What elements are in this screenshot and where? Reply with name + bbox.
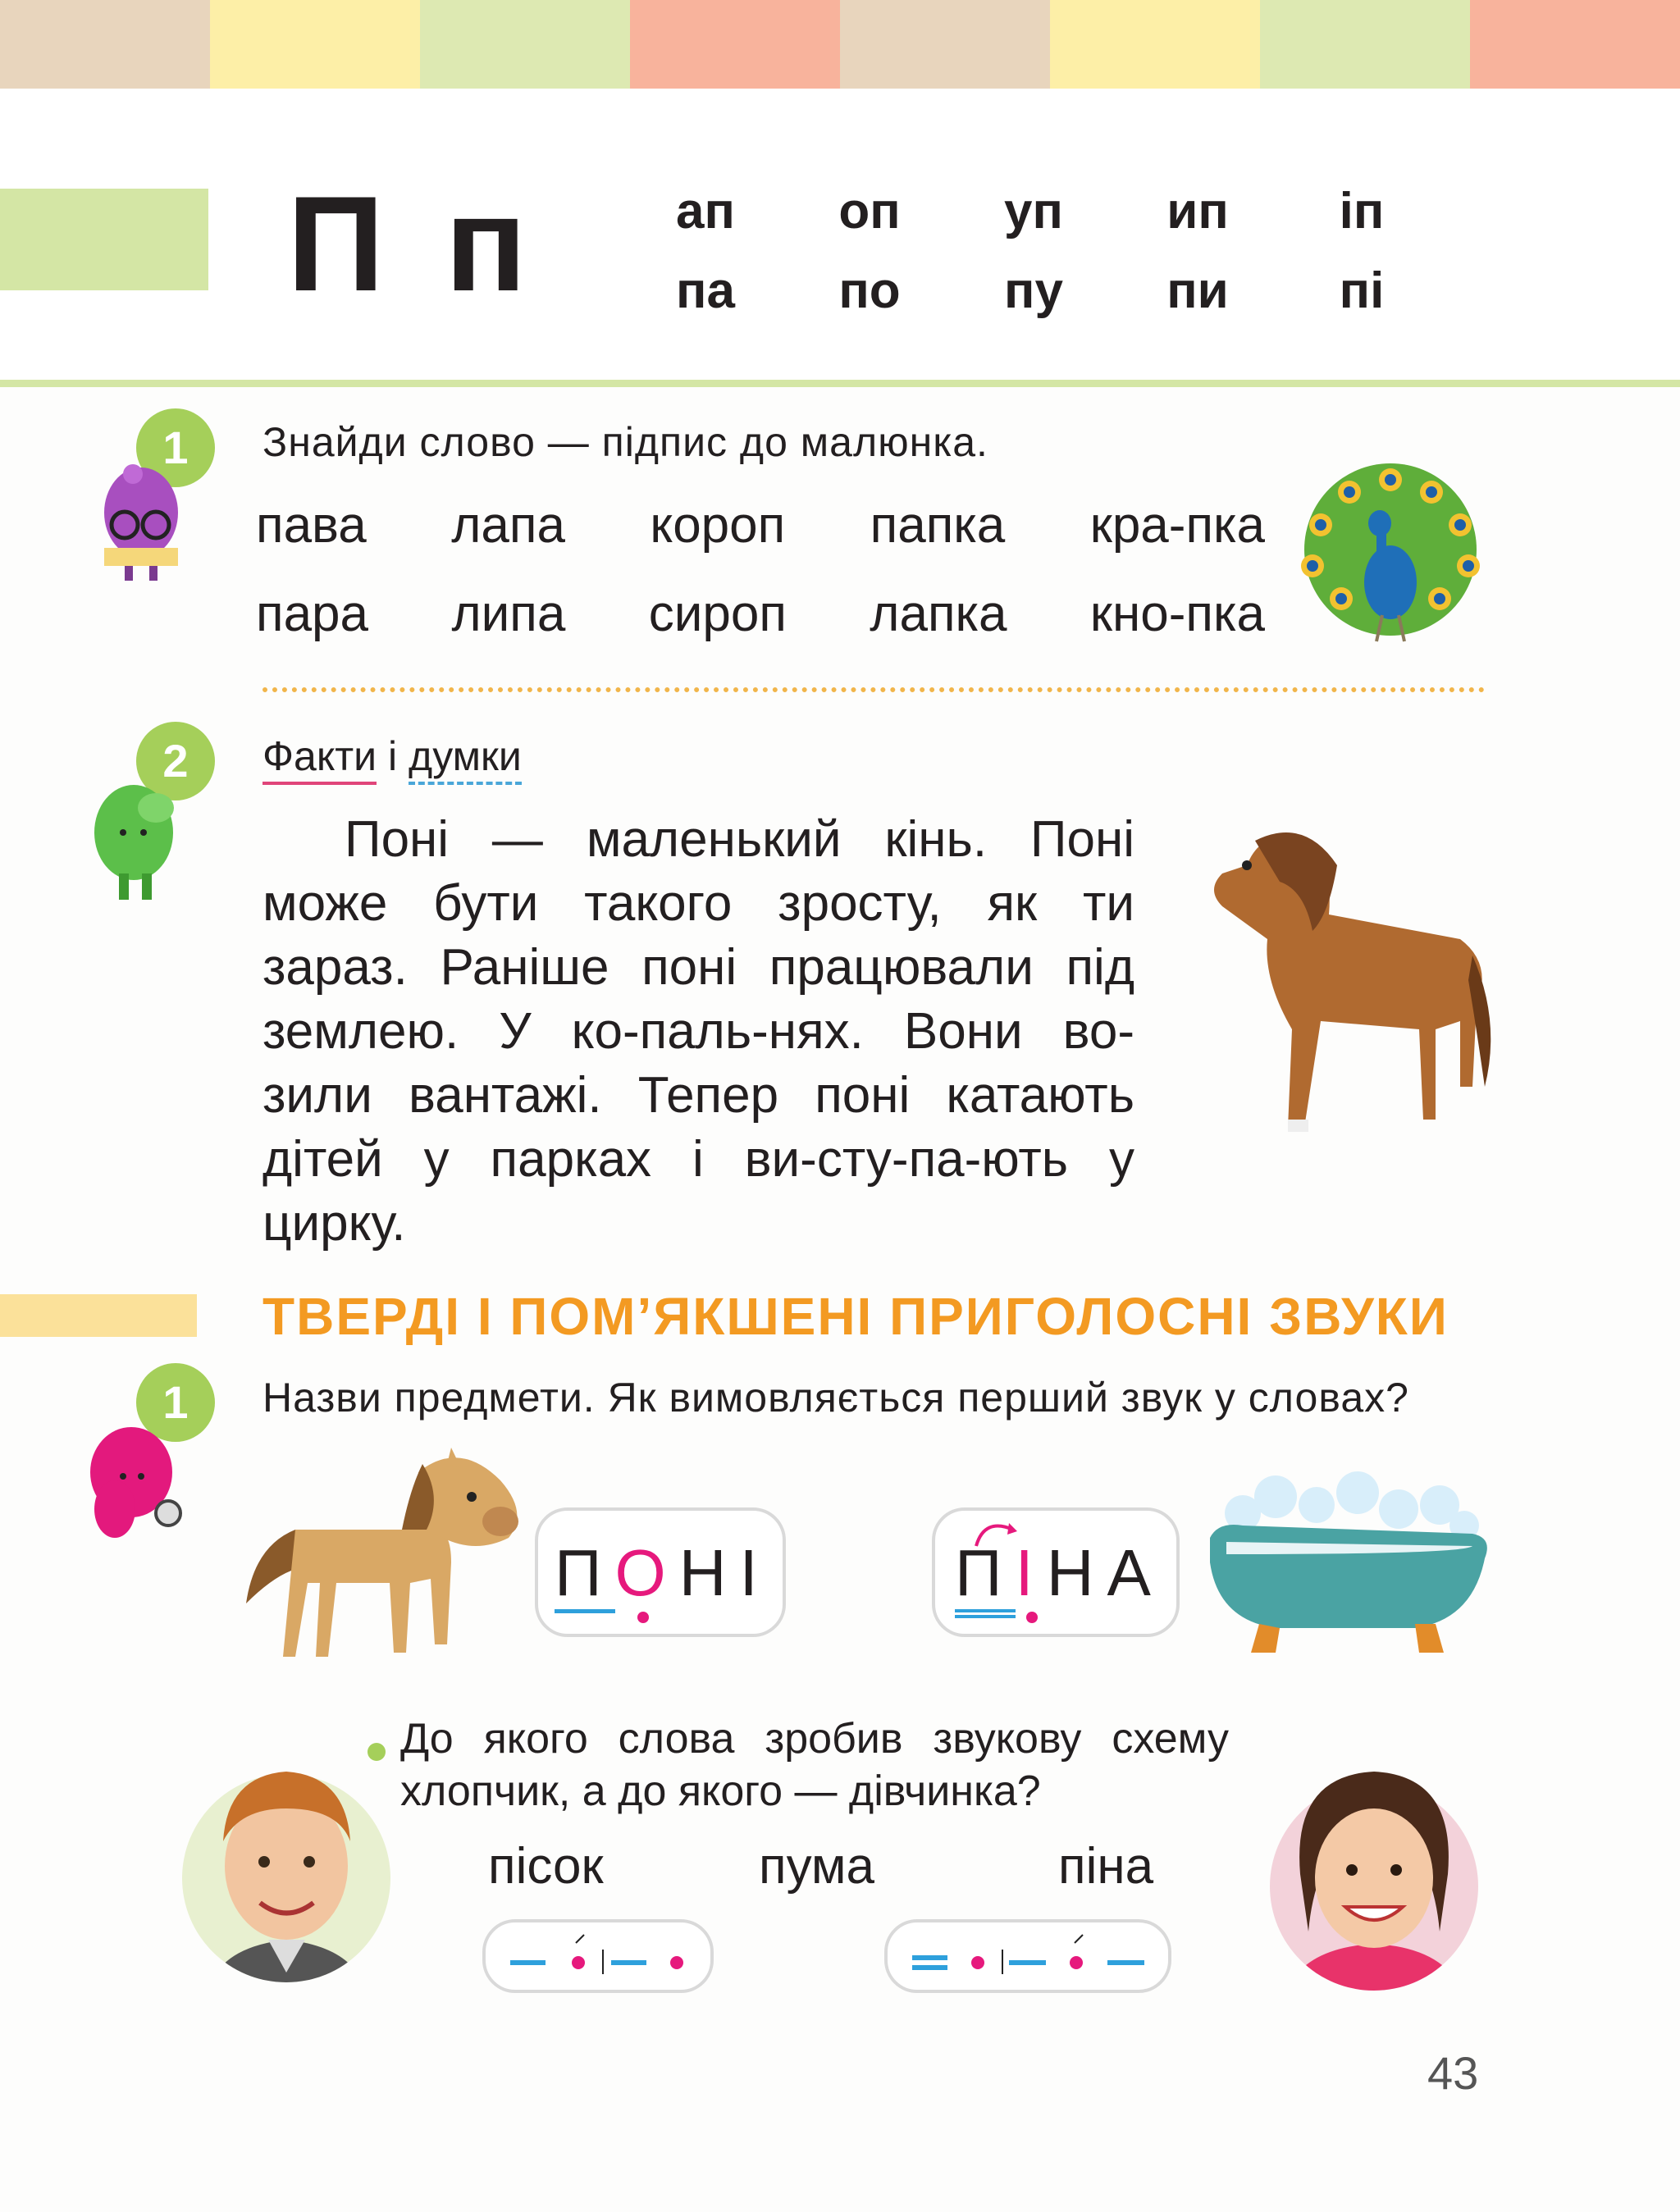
syllable-row [623, 182, 1444, 262]
letter-title: П п [287, 168, 539, 319]
stripe-segment [1260, 0, 1470, 89]
stripe-segment [840, 0, 1050, 89]
bathtub-foam-image [1202, 1464, 1497, 1665]
thoughts-label: думки [409, 733, 522, 785]
syllable: по [838, 262, 901, 319]
syllable-row [623, 262, 1444, 341]
syllable: іп [1339, 183, 1385, 239]
word: сироп [648, 586, 787, 642]
facts-and-thoughts-title [262, 732, 522, 780]
syllable: пи [1166, 262, 1229, 319]
word: короп [650, 497, 786, 554]
letter-soft-consonant: П [955, 1536, 1016, 1618]
stripe-segment [210, 0, 420, 89]
letter-vowel: О [614, 1536, 679, 1609]
page-number: 43 [1427, 2047, 1479, 2099]
word: лапка [870, 586, 1007, 642]
vowel-dot-icon [1024, 1609, 1040, 1626]
peacock-image [1288, 459, 1493, 644]
section-heading: ТВЕРДІ І ПОМ’ЯКШЕНІ ПРИГОЛОСНІ ЗВУКИ [262, 1287, 1449, 1346]
section-orange-bar [0, 1294, 197, 1337]
syllable-grid [623, 182, 1444, 341]
word-row [256, 496, 1265, 585]
stripe-segment [1470, 0, 1680, 89]
letter-hard-consonant: П [555, 1536, 615, 1613]
task1-instruction: Знайди слово — підпис до малюнка. [262, 419, 988, 465]
sound-word-poni [555, 1535, 771, 1611]
letter: А [1107, 1536, 1164, 1609]
syllable: пі [1339, 262, 1385, 319]
syllable: ап [676, 183, 735, 239]
word-list [256, 496, 1265, 673]
word-row [256, 585, 1265, 673]
word: лапа [451, 497, 565, 554]
pony-photo [1189, 816, 1493, 1144]
girl-photo [1267, 1743, 1481, 1997]
stripe-segment [1050, 0, 1260, 89]
option-word: пума [759, 1838, 874, 1895]
task-number-badge: 1 [136, 408, 215, 487]
word: пара [256, 586, 369, 642]
top-color-stripe [0, 0, 1680, 89]
stripe-segment [420, 0, 630, 89]
facts-label: Факти [262, 733, 377, 785]
header-green-tab [0, 189, 208, 290]
reading-character-icon [92, 459, 190, 582]
horse-illustration [246, 1439, 529, 1677]
word: папка [870, 497, 1006, 554]
dotted-separator [262, 687, 1485, 692]
sound-scheme-diagram [500, 1932, 697, 1981]
syllable: па [676, 262, 735, 319]
header-divider [0, 380, 1680, 387]
syllable: ип [1166, 183, 1229, 239]
option-word: пісок [488, 1838, 604, 1895]
syllable: пу [1004, 262, 1063, 319]
task-number-badge: 2 [136, 722, 215, 800]
sound-word-pina [955, 1535, 1164, 1611]
word: кно-пка [1089, 586, 1265, 642]
task-number-badge: 1 [136, 1363, 215, 1442]
boy-photo [182, 1743, 391, 1997]
syllable: оп [838, 183, 901, 239]
letter: І [739, 1536, 771, 1609]
letter: Н [678, 1536, 740, 1609]
word: пава [256, 497, 367, 554]
option-word: піна [1058, 1838, 1154, 1895]
syllable: уп [1004, 183, 1063, 239]
and-label: і [388, 733, 398, 779]
detective-character-icon [82, 1419, 189, 1550]
word: кра-пка [1089, 497, 1265, 554]
vowel-dot-icon [635, 1609, 651, 1626]
word: липа [451, 586, 566, 642]
sound-scheme-diagram [902, 1932, 1157, 1981]
section-instruction: Назви предмети. Як вимовляється перший звук у словах? [262, 1375, 1409, 1421]
stripe-segment [630, 0, 840, 89]
letter: Н [1046, 1536, 1107, 1609]
letter-vowel: І [1015, 1536, 1047, 1609]
thinking-character-icon [86, 775, 185, 906]
pony-paragraph [262, 808, 1134, 1256]
question-text: До якого слова зробив звукову схему хлопчик, а до якого — дівчинка? [400, 1715, 1229, 1815]
stripe-segment [0, 0, 210, 89]
paragraph-text: Поні — маленький кінь. Поні може бути такого зросту, як ти зараз. Раніше поні працювали під землею. У ко-паль-нях. Вони во-зили вантажі. Тепер поні катають дітей у парках і ви-сту-па-ють у цирку. [262, 811, 1134, 1252]
